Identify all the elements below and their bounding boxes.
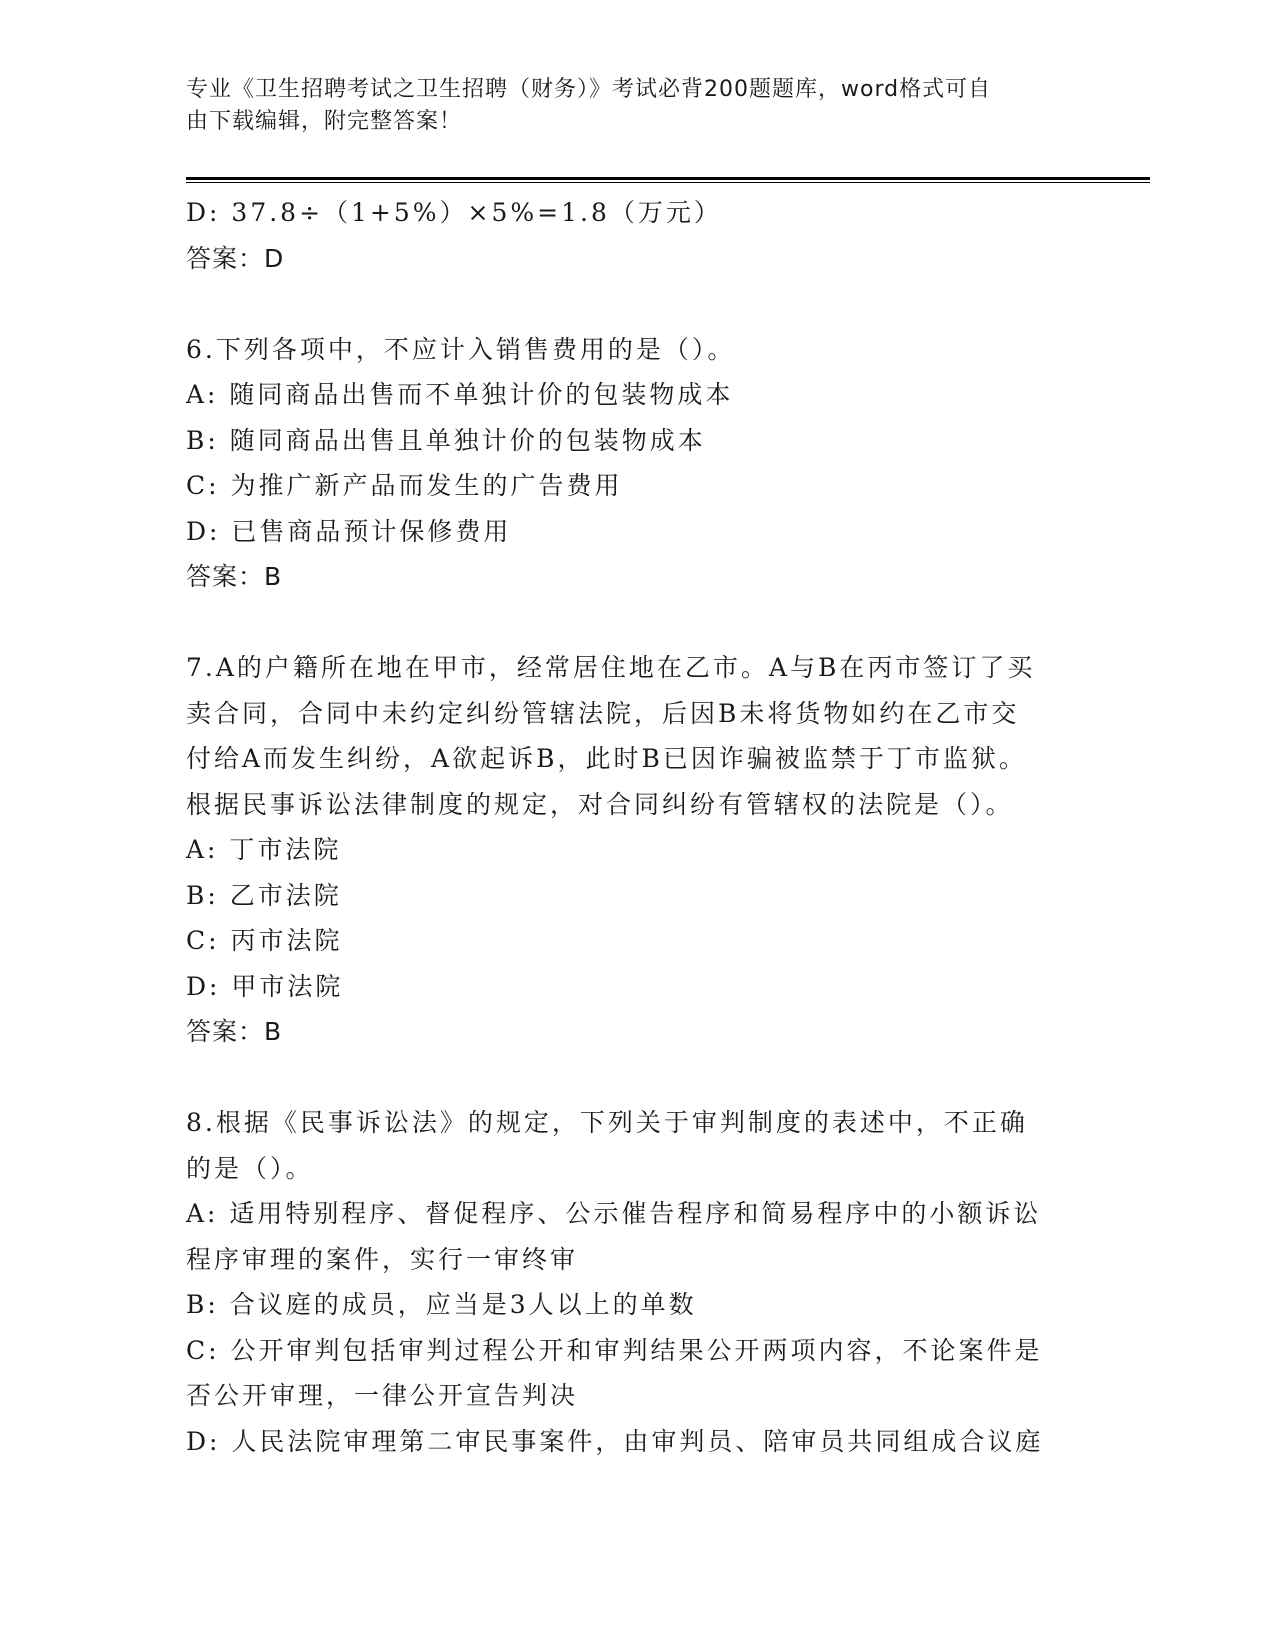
spacer (186, 281, 1086, 327)
q7-stem-line-4: 根据民事诉讼法律制度的规定，对合同纠纷有管辖权的法院是（）。 (186, 789, 1014, 819)
q7-option-a: A: 丁市法院 (186, 835, 342, 864)
q7-answer: 答案：B (186, 1017, 283, 1046)
q8-option-d: D: 人民法院审理第二审民事案件，由审判员、陪审员共同组成合议庭 (186, 1426, 1044, 1456)
spacer (186, 600, 1086, 646)
prev-option-d: D: 37.8÷（1+5%）×5%=1.8（万元） (186, 198, 722, 227)
q7-option-b: B: 乙市法院 (186, 880, 342, 910)
header-divider-thin (186, 182, 1150, 183)
q8-option-c-line-2: 否公开审理，一律公开宣告判决 (186, 1381, 579, 1410)
prev-answer: 答案：D (186, 243, 285, 273)
header-divider-thick (186, 177, 1150, 180)
header-line-2: 由下载编辑，附完整答案！ (186, 109, 463, 134)
q7-stem-line-1: 7.A的户籍所在地在甲市，经常居住地在乙市。A与B在丙市签订了买 (186, 653, 1036, 682)
q8-option-a-line-2: 程序审理的案件，实行一审终审 (186, 1244, 579, 1274)
q7-option-c: C: 丙市法院 (186, 926, 343, 955)
header-line-1: 专业《卫生招聘考试之卫生招聘（财务）》考试必背200题题库，word格式可自 (186, 77, 992, 102)
q6-answer: 答案：B (186, 562, 283, 591)
q8-option-a-line-1: A: 适用特别程序、督促程序、公示催告程序和简易程序中的小额诉讼 (186, 1199, 1042, 1228)
q7-stem-line-3: 付给A而发生纠纷，A欲起诉B，此时B已因诈骗被监禁于丁市监狱。 (186, 744, 1027, 773)
q6-option-d: D: 已售商品预计保修费用 (186, 516, 512, 546)
q6-option-a: A: 随同商品出售而不单独计价的包装物成本 (186, 380, 734, 409)
q6-stem: 6.下列各项中，不应计入销售费用的是（）。 (186, 334, 736, 364)
q8-stem-line-2: 的是（）。 (186, 1153, 314, 1183)
q8-stem-line-1: 8.根据《民事诉讼法》的规定，下列关于审判制度的表述中，不正确 (186, 1108, 1028, 1137)
question-content (186, 190, 1086, 1464)
page-header (186, 74, 1066, 138)
q8-option-c-line-1: C: 公开审判包括审判过程公开和审判结果公开两项内容，不论案件是 (186, 1335, 1043, 1365)
q6-option-b: B: 随同商品出售且单独计价的包装物成本 (186, 425, 706, 455)
q7-option-d: D: 甲市法院 (186, 971, 344, 1001)
q8-option-b: B: 合议庭的成员，应当是3人以上的单数 (186, 1290, 697, 1319)
q7-stem-line-2: 卖合同，合同中未约定纠纷管辖法院，后因B未将货物如约在乙市交 (186, 698, 1020, 728)
spacer (186, 1055, 1086, 1101)
q6-option-c: C: 为推广新产品而发生的广告费用 (186, 471, 623, 500)
